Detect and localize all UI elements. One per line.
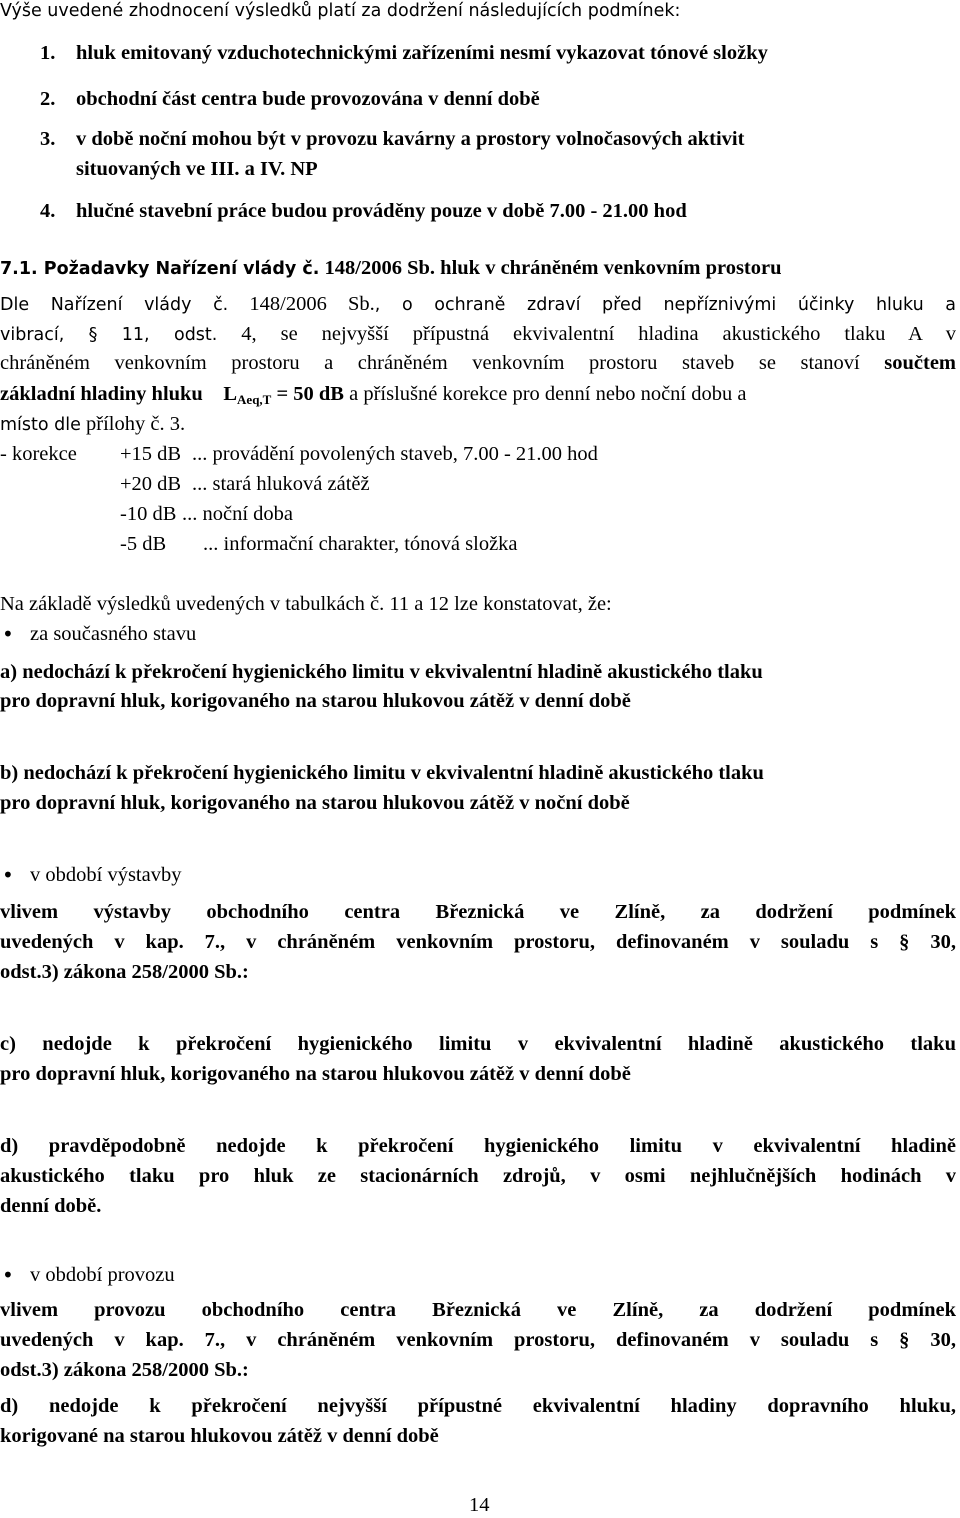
regulation-line-5: místo dle přílohy č. 3. [0,413,186,435]
condition-2-text: obchodní část centra bude provozována v denní době [76,88,540,110]
correction-desc: ... provádění povolených staveb, 7.00 - 21.00 hod [192,443,598,465]
bullet-icon: • [2,863,14,887]
condition-3-text-cont: situovaných ve III. a IV. NP [76,158,318,180]
correction-value: -5 dB [120,533,167,555]
operation-para-line-1: vlivem provozu obchodního centra Březnická ve Zlíně, za dodržení podmínek [0,1299,956,1321]
condition-4-text: hlučné stavební práce budou prováděny pouze v době 7.00 - 21.00 hod [76,200,687,222]
regulation-line-3: chráněném venkovním prostoru a chráněném venkovním prostoru staveb se stanoví součtem [0,352,957,374]
regulation-line-4: základní hladiny hluku $L_{Aeq,T} = 50$ dB a příslušné korekce pro denní nebo noční dobu a [0,383,747,407]
construction-para-line-3: odst.3) zákona 258/2000 Sb.: [0,961,249,983]
finding-c-line-2: pro dopravní hluk, korigovaného na starou hlukovou zátěž v denní době [0,1063,631,1085]
conclusion-intro: Na základě výsledků uvedených v tabulkách č. 11 a 12 lze konstatovat, že: [0,593,612,615]
finding-a-line-1: a) nedochází k překročení hygienického limitu v ekvivalentní hladině akustického tlaku [0,661,763,683]
finding-b-line-2: pro dopravní hluk, korigovaného na starou hlukovou zátěž v noční době [0,792,630,814]
condition-1-number: 1. [40,42,56,64]
condition-2-number: 2. [40,88,56,110]
correction-row-4 [0,531,960,557]
correction-row-1 [0,441,960,467]
finding-d-line-2: akustického tlaku pro hluk ze stacionárních zdrojů, v osmi nejhlučnějších hodinách v [0,1165,956,1187]
operation-para-line-2: uvedených v kap. 7., v chráněném venkovním prostoru, definovaném v souladu s § 30, [0,1329,956,1351]
correction-value: +20 dB [120,473,182,495]
condition-1-text: hluk emitovaný vzduchotechnickými zařízeními nesmí vykazovat tónové složky [76,42,768,64]
finding-d-line-1: d) pravděpodobně nedojde k překročení hygienického limitu v ekvivalentní hladině [0,1135,956,1157]
correction-label: - korekce [0,443,77,465]
section-heading-part-a: 7.1. Požadavky Nařízení vlády č. [0,259,320,279]
bullet-icon: • [2,1263,14,1287]
correction-desc: ... stará hluková zátěž [192,473,370,495]
section-heading-part-b: 148/2006 Sb. hluk v chráněném venkovním prostoru [324,257,782,279]
condition-4-number: 4. [40,200,56,222]
construction-para-line-1: vlivem výstavby obchodního centra Březnická ve Zlíně, za dodržení podmínek [0,901,956,923]
finding-b-line-1: b) nedochází k překročení hygienického limitu v ekvivalentní hladině akustického tlaku [0,762,764,784]
finding-a-line-2: pro dopravní hluk, korigovaného na starou hlukovou zátěž v denní době [0,690,631,712]
finding-d-line-3: denní době. [0,1195,102,1217]
bullet-icon: • [2,622,14,646]
page-number: 14 [469,1494,490,1516]
finding-d2-line-1: d) nedojde k překročení nejvyšší přípustné ekvivalentní hladiny dopravního hluku, [0,1395,956,1417]
correction-desc: ... noční doba [182,503,294,525]
finding-d2-line-2: korigované na starou hlukovou zátěž v denní době [0,1425,439,1447]
section-heading [0,255,956,282]
correction-row-2 [0,471,960,497]
regulation-line-2: vibrací, § 11, odst. 4, se nejvyšší přípustná ekvivalentní hladina akustického tlaku A v [0,323,957,345]
construction-heading: v období výstavby [30,864,182,886]
construction-para-line-2: uvedených v kap. 7., v chráněném venkovním prostoru, definovaném v souladu s § 30, [0,931,956,953]
finding-c-line-1: c) nedojde k překročení hygienického limitu v ekvivalentní hladině akustického tlaku [0,1033,956,1055]
operation-heading: v období provozu [30,1264,175,1286]
intro-text: Výše uvedené zhodnocení výsledků platí za dodržení následujících podmínek: [0,1,681,21]
correction-row-3 [0,501,960,527]
correction-value: -10 dB [120,503,177,525]
condition-3-number: 3. [40,128,56,150]
operation-para-line-3: odst.3) zákona 258/2000 Sb.: [0,1359,249,1381]
condition-3-text: v době noční mohou být v provozu kavárny a prostory volnočasových aktivit [76,128,745,150]
regulation-line-1: Dle Nařízení vlády č. 148/2006 Sb., o ochraně zdraví před nepříznivými účinky hluku a [0,293,956,315]
correction-value: +15 dB [120,443,182,465]
correction-desc: ... informační charakter, tónová složka [203,533,518,555]
current-state-heading: za současného stavu [30,623,197,645]
